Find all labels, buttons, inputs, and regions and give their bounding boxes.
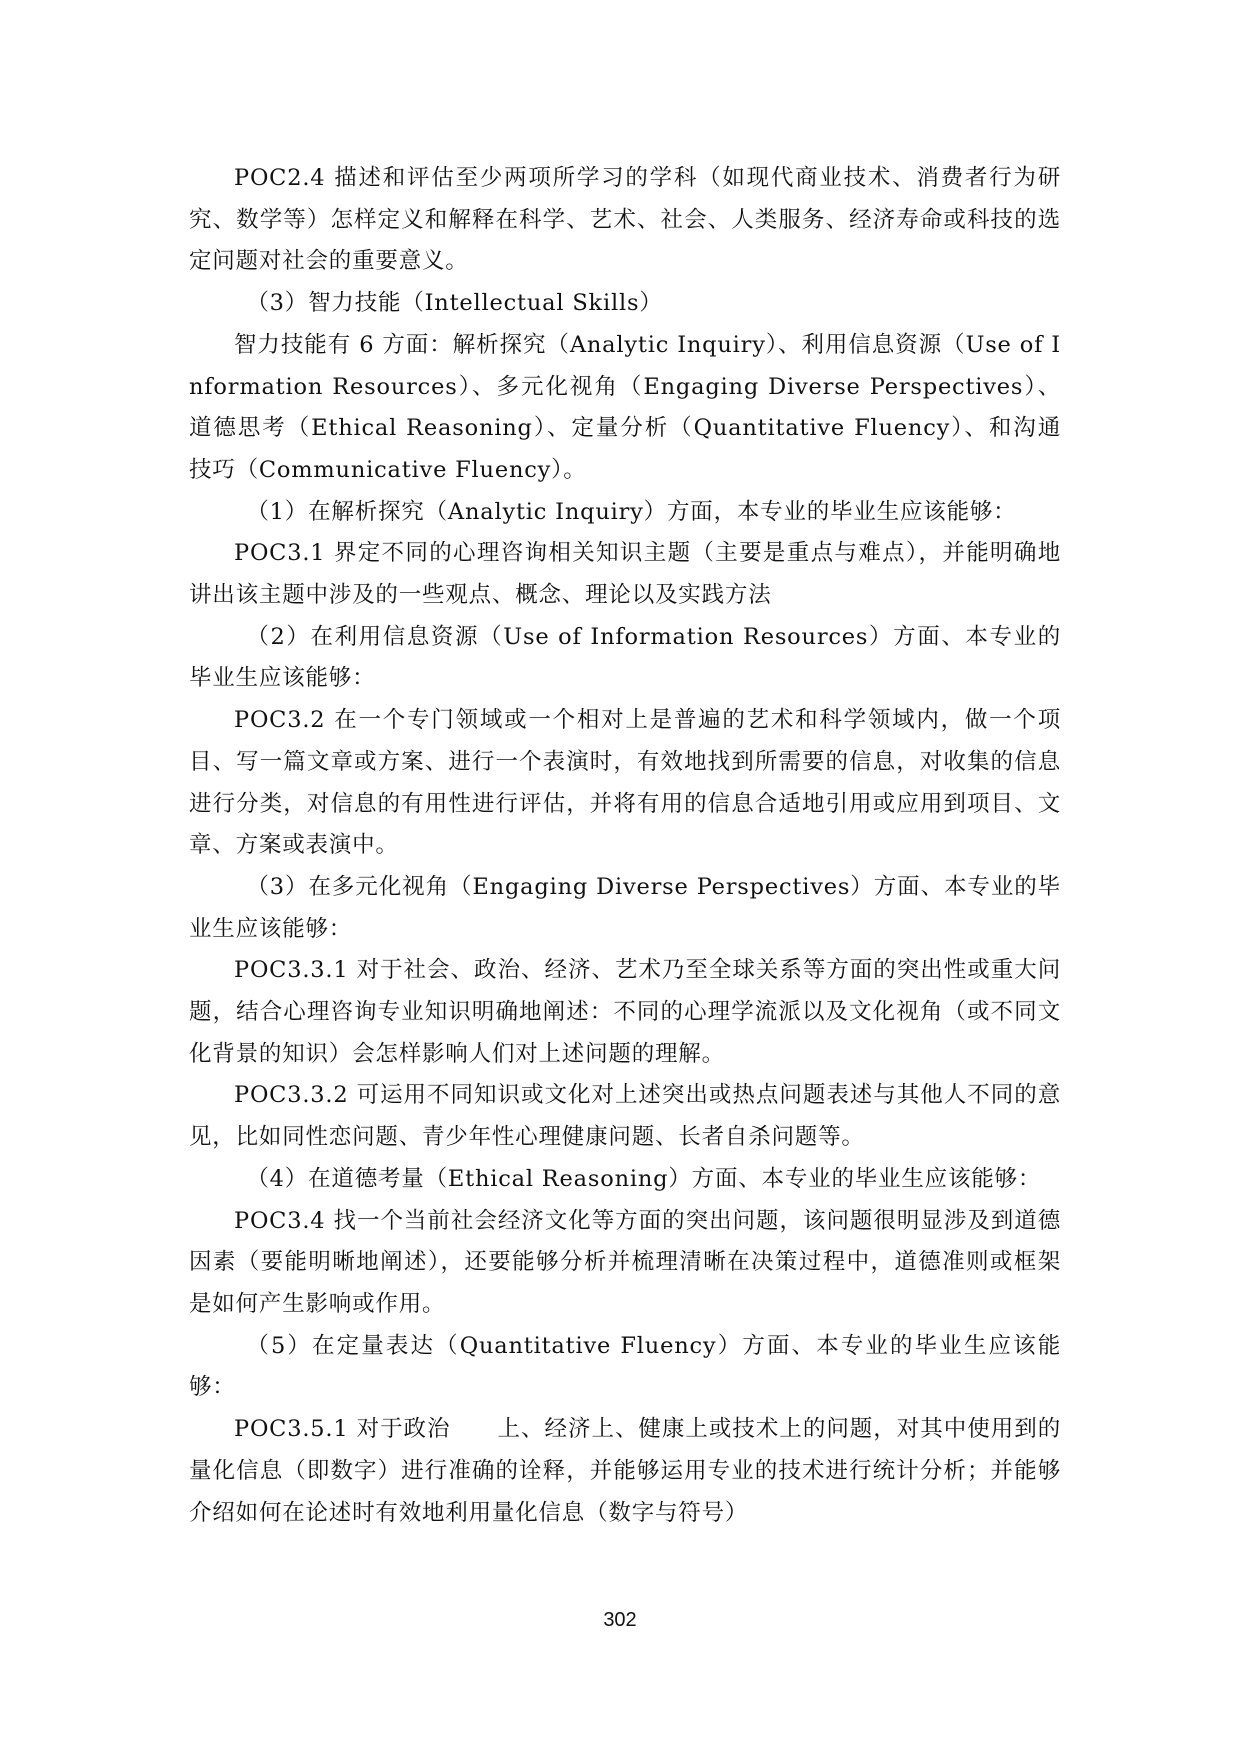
paragraph-poc3-1: POC3.1 界定不同的心理咨询相关知识主题（主要是重点与难点），并能明确地讲出该主题中涉及的一些观点、概念、理论以及实践方法	[189, 540, 1061, 609]
paragraph-poc3-4: POC3.4 找一个当前社会经济文化等方面的突出问题，该问题很明显涉及到道德因素（要能明晰地阐述），还要能够分析并梳理清晰在决策过程中，道德准则或框架是如何产生影响或作用。	[189, 1207, 1061, 1317]
heading-ethical-reasoning: （4）在道德考量（Ethical Reasoning）方面、本专业的毕业生应该能够：	[246, 1165, 1042, 1192]
heading-intellectual-skills: （3）智力技能（Intellectual Skills）	[246, 290, 663, 317]
paragraph-poc3-3-1: POC3.3.1 对于社会、政治、经济、艺术乃至全球关系等方面的突出性或重大问题，结合心理咨询专业知识明确地阐述：不同的心理学流派以及文化视角（或不同文化背景的知识）会怎样影响人们对上述问题的理解。	[189, 957, 1061, 1067]
heading-diverse-perspectives: （3）在多元化视角（Engaging Diverse Perspectives）方面、本专业的毕业生应该能够：	[189, 873, 1061, 942]
heading-information-resources: （2）在利用信息资源（Use of Information Resources）方面、本专业的毕业生应该能够：	[189, 623, 1061, 692]
paragraph-intellectual-skills-intro: 智力技能有 6 方面：解析探究（Analytic Inquiry）、利用信息资源（Use of Information Resources）、多元化视角（Engaging Diverse Perspectives）、道德思考（Ethical Reasoning）、定量分析（Quantitative Fluency）、和沟通技巧（Communicative Fluency）。	[189, 331, 1061, 483]
heading-analytic-inquiry: （1）在解析探究（Analytic Inquiry）方面，本专业的毕业生应该能够：	[246, 498, 1017, 525]
paragraph-poc3-2: POC3.2 在一个专门领域或一个相对上是普遍的艺术和科学领域内，做一个项目、写一篇文章或方案、进行一个表演时，有效地找到所需要的信息，对收集的信息进行分类，对信息的有用性进行评估，并将有用的信息合适地引用或应用到项目、文章、方案或表演中。	[189, 707, 1061, 859]
page-number: 302	[603, 1609, 637, 1631]
heading-quantitative-fluency: （5）在定量表达（Quantitative Fluency）方面、本专业的毕业生应该能够：	[189, 1332, 1061, 1401]
paragraph-poc2-4: POC2.4 描述和评估至少两项所学习的学科（如现代商业技术、消费者行为研究、数学等）怎样定义和解释在科学、艺术、社会、人类服务、经济寿命或科技的选定问题对社会的重要意义。	[189, 165, 1061, 275]
paragraph-poc3-3-2: POC3.3.2 可运用不同知识或文化对上述突出或热点问题表述与其他人不同的意见，比如同性恋问题、青少年性心理健康问题、长者自杀问题等。	[189, 1082, 1061, 1151]
paragraph-poc3-5-1: POC3.5.1 对于政治 上、经济上、健康上或技术上的问题，对其中使用到的量化信息（即数字）进行准确的诠释，并能够运用专业的技术进行统计分析；并能够介绍如何在论述时有效地利用量化信息（数字与符号）	[189, 1416, 1061, 1526]
document-body	[189, 158, 1061, 1534]
